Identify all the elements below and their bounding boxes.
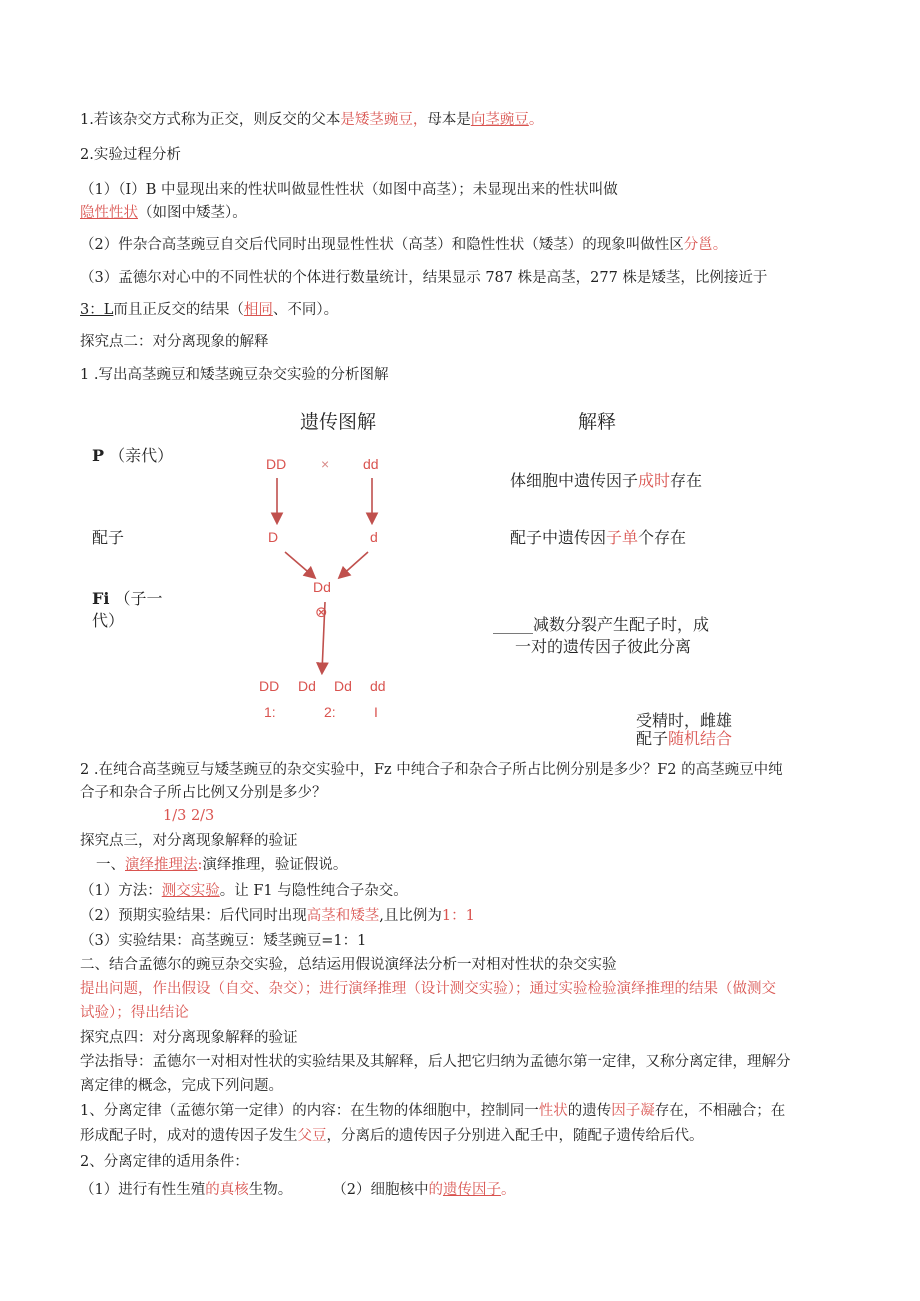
explanation-1: 体细胞中遗传因子成时存在 [510, 471, 703, 490]
explanation-2: 配子中遗传因子单个存在 [510, 528, 687, 547]
text-line-3: （1）（I）B 中显现出来的性状叫做显性性状（如图中高茎）；未显现出来的性状叫做 [80, 182, 618, 198]
text-line-4: 隐性性状（如图中矮茎）。 [80, 205, 247, 221]
explanation-4: 受精时，雌雄 配子随机结合 [636, 711, 733, 748]
question-2-line-2: 合子和杂合子所占比例又分别是多少？ [80, 785, 327, 801]
f2-genotype-1: DD [259, 678, 280, 694]
method-line-3: （3）实验结果：高茎豌豆：矮茎豌豆=1：1 [80, 933, 367, 949]
gamete-d-upper: D [268, 529, 279, 545]
gamete-d-lower: d [370, 529, 378, 545]
section-heading-2: 探究点二：对分离现象的解释 [80, 334, 269, 350]
section-heading-4: 探究点四：对分离现象解释的验证 [80, 1030, 298, 1046]
question-2-line-1: 2 .在纯合高茎豌豆与矮茎豌豆的杂交实验中，Fz 中纯合子和杂合子所占比例分别是多少？F2 的高茎豌豆中纯 [80, 762, 783, 778]
arrow-d-to-f1-left [285, 552, 314, 577]
selfing-symbol: ⊗ [315, 604, 328, 621]
law-line-2: 形成配子时，成对的遗传因子发生父豆，分离后的遗传因子分别进入配壬中，随配子遗传给后代。 [80, 1128, 704, 1144]
summary-line-1: 提出问题，作出假设（自交、杂交）；进行演绎推理（设计测交实验）；通过实验检验演绎推理的结果（做测交 [80, 981, 776, 997]
explanation-3a: _____减数分裂产生配子时，成 [493, 615, 710, 634]
law-line-1: 1、分离定律（孟德尔第一定律）的内容：在生物的体细胞中，控制同一性状的遗传因子凝存在，不相融合；在 [80, 1103, 786, 1119]
summary-heading: 二、结合孟德尔的豌豆杂交实验，总结运用假说演绎法分析一对相对性状的杂交实验 [80, 957, 617, 973]
label-p: P （亲代） [92, 446, 174, 465]
conditions-line: （1）进行有性生殖的真核生物。 （2）细胞核中的遗传因子。 [80, 1182, 516, 1198]
label-f1: Fi （子一 代） [92, 589, 163, 630]
label-gamete: 配子 [92, 528, 125, 547]
guide-line-1: 学法指导：孟德尔一对相对性状的实验结果及其解释，后人把它归纳为孟德尔第一定律，又称分离定律，理解分 [80, 1054, 791, 1070]
method-heading: 一、演绎推理法:演绎推理，验证假说。 [96, 857, 348, 873]
text-line-6: （3）孟德尔对心中的不同性状的个体进行数量统计，结果显示 787 株是高茎，277 株是矮茎，比例接近于 [80, 270, 768, 286]
text-line-2: 2.实验过程分析 [80, 147, 181, 163]
summary-line-2: 试验）；得出结论 [80, 1005, 189, 1021]
conditions-heading: 2、分离定律的适用条件： [80, 1154, 249, 1170]
cross-symbol: × [321, 456, 330, 472]
diagram-title-right: 解释 [578, 411, 617, 433]
text-line-5: （2）件杂合高茎豌豆自交后代同时出现显性性状（高茎）和隐性性状（矮茎）的现象叫做性区分邕。 [80, 237, 728, 253]
parent-rec-label: dd [363, 456, 379, 472]
text-line-7: 3：L而且正反交的结果（相同、不同）。 [80, 302, 339, 318]
section-heading-3: 探究点三，对分离现象解释的验证 [80, 833, 298, 849]
diagram-title-left: 遗传图解 [300, 411, 377, 433]
method-line-2: （2）预期实验结果：后代同时出现高茎和矮茎,且比例为1：1 [80, 908, 475, 924]
f1-genotype: Dd [313, 579, 331, 595]
answer-ratio: 1/3 2/3 [163, 808, 215, 824]
f2-genotype-4: dd [370, 678, 386, 694]
f2-genotype-2: Dd [298, 678, 316, 694]
ratio-1: 1: [264, 704, 276, 720]
arrow-d-to-f1-right [340, 552, 368, 577]
guide-line-2: 离定律的概念，完成下列问题。 [80, 1078, 283, 1094]
explanation-3b: 一对的遗传因子彼此分离 [515, 637, 692, 656]
parent-dd-label: DD [266, 456, 287, 472]
text-line-1: 1.若该杂交方式称为正交，则反交的父本是矮茎豌豆，母本是向茎豌豆。 [80, 112, 544, 128]
ratio-2: 2: [324, 704, 336, 720]
method-line-1: （1）方法：测交实验。让 F1 与隐性纯合子杂交。 [80, 883, 408, 899]
f2-genotype-3: Dd [334, 678, 352, 694]
ratio-3: I [374, 704, 378, 720]
question-1: 1 .写出高茎豌豆和矮茎豌豆杂交实验的分析图解 [80, 367, 389, 383]
